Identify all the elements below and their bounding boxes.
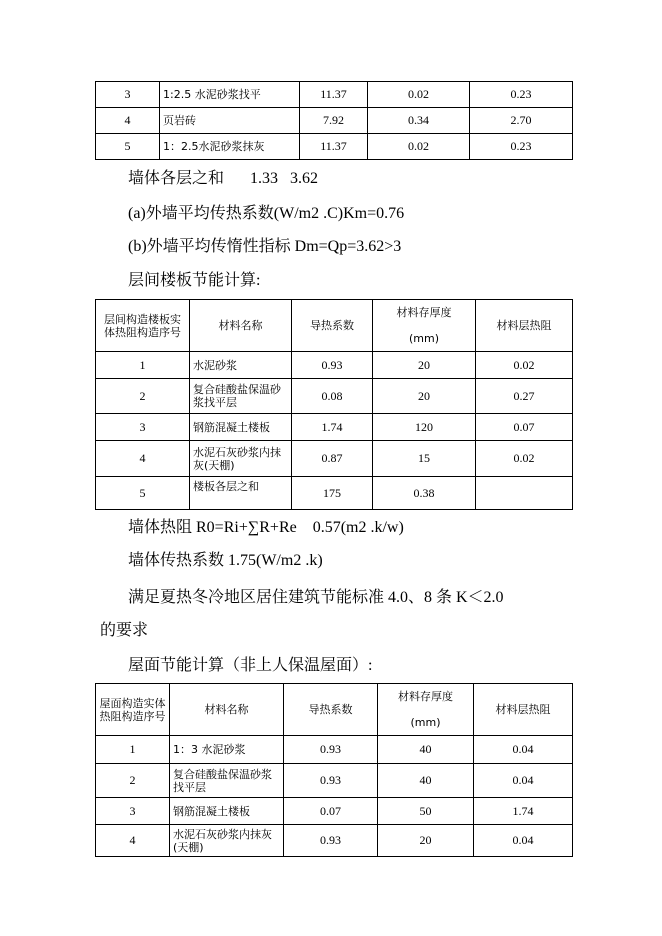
cell-index: 5 <box>96 477 190 510</box>
cell-material: 水泥砂浆 <box>190 352 292 379</box>
roof-layers-table <box>95 683 573 857</box>
cell-resistance: 0.02 <box>476 441 573 477</box>
header-thickness <box>373 300 476 352</box>
cell-index: 4 <box>96 108 160 134</box>
cell-conductivity: 175 <box>292 477 373 510</box>
header-material-name: 材料名称 <box>190 300 292 352</box>
header-thickness <box>378 684 474 736</box>
cell-index: 3 <box>96 414 190 441</box>
cell-index: 1 <box>96 736 170 764</box>
cell-thickness: 0.02 <box>368 134 470 160</box>
cell-material: 水泥石灰砂浆内抹灰(天棚) <box>190 441 292 477</box>
header-material-name: 材料名称 <box>170 684 284 736</box>
table-row <box>96 798 573 825</box>
cell-material: 1:2.5 水泥砂浆找平 <box>160 82 300 108</box>
cell-material: 复合硅酸盐保温砂浆找平层 <box>190 379 292 414</box>
cell-conductivity: 0.87 <box>292 441 373 477</box>
cell-thickness: 50 <box>378 798 474 825</box>
cell-thickness: 120 <box>373 414 476 441</box>
thermal-resistance-line: 墙体热阻 R0=Ri+∑R+Re 0.57(m2 .k/w) <box>128 519 404 536</box>
header-resistance: 材料层热阻 <box>474 684 573 736</box>
cell-resistance: 0.23 <box>470 134 573 160</box>
cell-material: 钢筋混凝土楼板 <box>170 798 284 825</box>
cell-resistance: 2.70 <box>470 108 573 134</box>
cell-index: 4 <box>96 825 170 857</box>
cell-index: 2 <box>96 379 190 414</box>
cell-resistance: 0.04 <box>474 736 573 764</box>
floor-layers-table <box>95 299 573 510</box>
cell-thickness: 0.02 <box>368 82 470 108</box>
cell-index: 3 <box>96 82 160 108</box>
header-thickness-unit: (mm) <box>408 332 439 345</box>
table-header-row <box>96 300 573 352</box>
cell-resistance: 0.23 <box>470 82 573 108</box>
cell-conductivity: 11.37 <box>300 134 368 160</box>
cell-thickness: 0.34 <box>368 108 470 134</box>
cell-material: 1：3 水泥砂浆 <box>170 736 284 764</box>
header-thickness-label: 材料存厚度 <box>396 306 452 319</box>
cell-conductivity: 0.08 <box>292 379 373 414</box>
avg-heat-transfer-line: (a)外墙平均传热系数(W/m2 .C)Km=0.76 <box>128 205 405 222</box>
table-row <box>96 477 573 510</box>
header-structure-index: 屋面构造实体热阻构造序号 <box>96 684 170 736</box>
table-row <box>96 82 573 108</box>
header-conductivity: 导热系数 <box>292 300 373 352</box>
cell-conductivity: 11.37 <box>300 82 368 108</box>
header-conductivity: 导热系数 <box>284 684 378 736</box>
heat-transfer-line: 墙体传热系数 1.75(W/m2 .k) <box>128 552 323 569</box>
header-resistance: 材料层热阻 <box>476 300 573 352</box>
cell-thickness: 40 <box>378 736 474 764</box>
table-row <box>96 825 573 857</box>
cell-resistance <box>476 477 573 510</box>
cell-conductivity: 0.93 <box>292 352 373 379</box>
cell-thickness: 0.38 <box>373 477 476 510</box>
roof-section-title: 屋面节能计算（非上人保温屋面）: <box>128 657 373 674</box>
avg-inertia-line: (b)外墙平均传惰性指标 Dm=Qp=3.62>3 <box>128 238 402 255</box>
header-thickness-label: 材料存厚度 <box>398 690 453 703</box>
standard-line-2: 的要求 <box>100 622 149 639</box>
table-row <box>96 414 573 441</box>
table-row <box>96 379 573 414</box>
cell-resistance: 0.02 <box>476 352 573 379</box>
wall-sum-line <box>128 169 318 189</box>
cell-conductivity: 1.74 <box>292 414 373 441</box>
wall-sum-label: 墙体各层之和 <box>128 170 225 187</box>
wall-layers-table <box>95 81 573 160</box>
table-row <box>96 134 573 160</box>
cell-index: 4 <box>96 441 190 477</box>
table-header-row <box>96 684 573 736</box>
header-thickness-unit: (mm) <box>410 716 441 729</box>
cell-index: 3 <box>96 798 170 825</box>
cell-conductivity: 0.07 <box>284 798 378 825</box>
cell-index: 1 <box>96 352 190 379</box>
table-row <box>96 352 573 379</box>
cell-conductivity: 0.93 <box>284 764 378 798</box>
cell-material: 复合硅酸盐保温砂浆找平层 <box>170 764 284 798</box>
standard-line-1: 满足夏热冬冷地区居住建筑节能标准 4.0、8 条 K＜2.0 <box>128 589 504 606</box>
cell-conductivity: 0.93 <box>284 825 378 857</box>
cell-thickness: 15 <box>373 441 476 477</box>
table-row <box>96 108 573 134</box>
cell-resistance: 0.04 <box>474 764 573 798</box>
cell-thickness: 20 <box>373 379 476 414</box>
cell-thickness: 20 <box>378 825 474 857</box>
cell-material: 楼板各层之和 <box>190 477 292 510</box>
cell-resistance: 1.74 <box>474 798 573 825</box>
cell-thickness: 20 <box>373 352 476 379</box>
table-row <box>96 736 573 764</box>
cell-material: 1：2.5水泥砂浆抹灰 <box>160 134 300 160</box>
floor-section-title: 层间楼板节能计算: <box>128 272 261 289</box>
cell-conductivity: 0.93 <box>284 736 378 764</box>
cell-resistance: 0.27 <box>476 379 573 414</box>
cell-index: 2 <box>96 764 170 798</box>
cell-material: 页岩砖 <box>160 108 300 134</box>
table-row <box>96 764 573 798</box>
wall-sum-values: 1.33 3.62 <box>250 170 319 187</box>
cell-resistance: 0.04 <box>474 825 573 857</box>
cell-conductivity: 7.92 <box>300 108 368 134</box>
header-structure-index: 层间构造楼板实体热阻构造序号 <box>96 300 190 352</box>
cell-material: 钢筋混凝土楼板 <box>190 414 292 441</box>
cell-index: 5 <box>96 134 160 160</box>
table-row <box>96 441 573 477</box>
cell-resistance: 0.07 <box>476 414 573 441</box>
cell-thickness: 40 <box>378 764 474 798</box>
cell-material: 水泥石灰砂浆内抹灰(天棚) <box>170 825 284 857</box>
